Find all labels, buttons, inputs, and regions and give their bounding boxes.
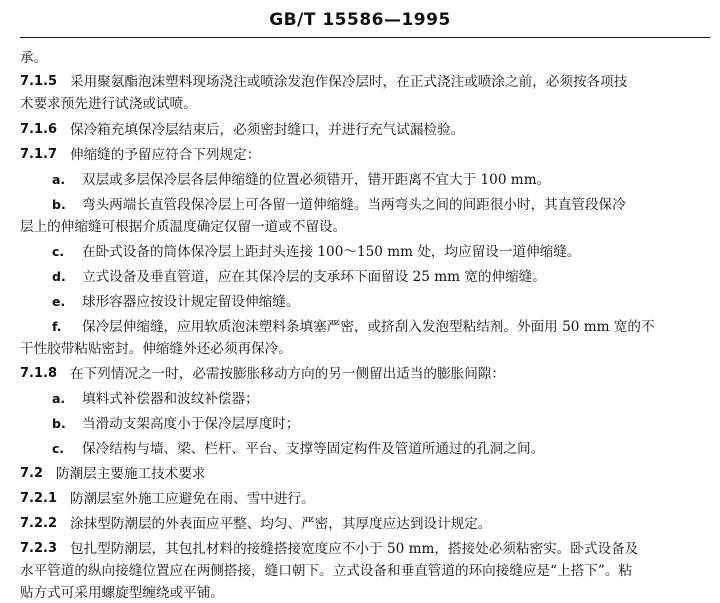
text-line: 水平管道的纵向接缝位置应在两侧搭接，缝口朝下。立式设备和垂直管道的环向接缝应是“上搭下”。粘 — [20, 563, 633, 579]
text-line: 保冷箱充填保冷层结束后，必须密封缝口，并进行充气试漏检验。 — [70, 122, 465, 138]
text-line: 术要求预先进行试浇或试喷。 — [20, 96, 197, 112]
text-line: 贴方式可采用螺旋型缠绕或平铺。 — [20, 585, 224, 601]
item-label: b. — [52, 197, 66, 212]
text-line: 涂抹型防潮层的外表面应平整、均匀、严密，其厚度应达到设计规定。 — [70, 516, 492, 532]
text-line: 球形容器应按设计规定留设伸缩缝。 — [82, 294, 300, 310]
text-line: 在卧式设备的筒体保冷层上距封头连接 100～150 mm 处，均应留设一道伸缩缝。 — [82, 244, 581, 260]
text-line: 包扎型防潮层，其包扎材料的接缝搭接宽度应不小于 50 mm，搭接处必须粘密实。卧式设备及 — [70, 541, 639, 557]
item-label: e. — [52, 294, 66, 309]
item-label: f. — [52, 319, 62, 334]
section-number: 7.2.2 — [20, 516, 58, 531]
item-label: c. — [52, 441, 65, 456]
text-line: 立式设备及垂直管道，应在其保冷层的支承环下面留设 25 mm 宽的伸缩缝。 — [82, 269, 546, 285]
text-line: 干性胶带粘贴密封。伸缩缝外还必须再保冷。 — [20, 341, 292, 357]
section-heading: 防潮层主要施工技术要求 — [56, 466, 206, 482]
text-line: 保冷层伸缩缝，应用软质泡沫塑料条填塞严密，或挤刮入发泡型粘结剂。外面用 50 mm 宽的不 — [82, 319, 655, 335]
text-line: 弯头两端长直管段保冷层上可各留一道伸缩缝。当两弯头之间的间距很小时，其直管段保冷 — [82, 197, 626, 213]
standard-header: GB/T 15586—1995 — [269, 10, 451, 30]
section-number: 7.2.3 — [20, 541, 58, 556]
text-line: 伸缩缝的予留应符合下列规定： — [70, 147, 261, 163]
text-line: 保冷结构与墙、梁、栏杆、平台、支撑等固定构件及管道所通过的孔洞之间。 — [82, 441, 545, 457]
text-line: 承。 — [20, 50, 48, 66]
section-number: 7.2.1 — [20, 491, 58, 506]
text-line: 防潮层室外施工应避免在雨、雪中进行。 — [70, 491, 315, 507]
item-label: a. — [52, 391, 66, 406]
section-number: 7.2 — [20, 466, 44, 481]
item-label: c. — [52, 244, 65, 259]
text-line: 双层或多层保冷层各层伸缩缝的位置必须错开，错开距离不宜大于 100 mm。 — [82, 172, 551, 188]
section-number: 7.1.5 — [20, 74, 58, 89]
item-label: a. — [52, 172, 66, 187]
header-rule — [20, 37, 710, 38]
item-label: b. — [52, 416, 66, 431]
section-number: 7.1.8 — [20, 366, 58, 381]
text-line: 采用聚氨酯泡沫塑料现场浇注或喷涂发泡作保冷层时，在正式浇注或喷涂之前，必须按各项技 — [70, 74, 628, 90]
section-number: 7.1.6 — [20, 122, 58, 137]
item-label: d. — [52, 269, 66, 284]
text-line: 层上的伸缩缝可根据介质温度确定仅留一道或不留设。 — [20, 219, 347, 235]
section-number: 7.1.7 — [20, 147, 58, 162]
text-line: 当滑动支架高度小于保冷层厚度时； — [82, 416, 300, 432]
text-line: 在下列情况之一时，必需按膨胀移动方向的另一侧留出适当的膨胀间隙： — [70, 366, 505, 382]
text-line: 填料式补偿器和波纹补偿器； — [82, 391, 259, 407]
